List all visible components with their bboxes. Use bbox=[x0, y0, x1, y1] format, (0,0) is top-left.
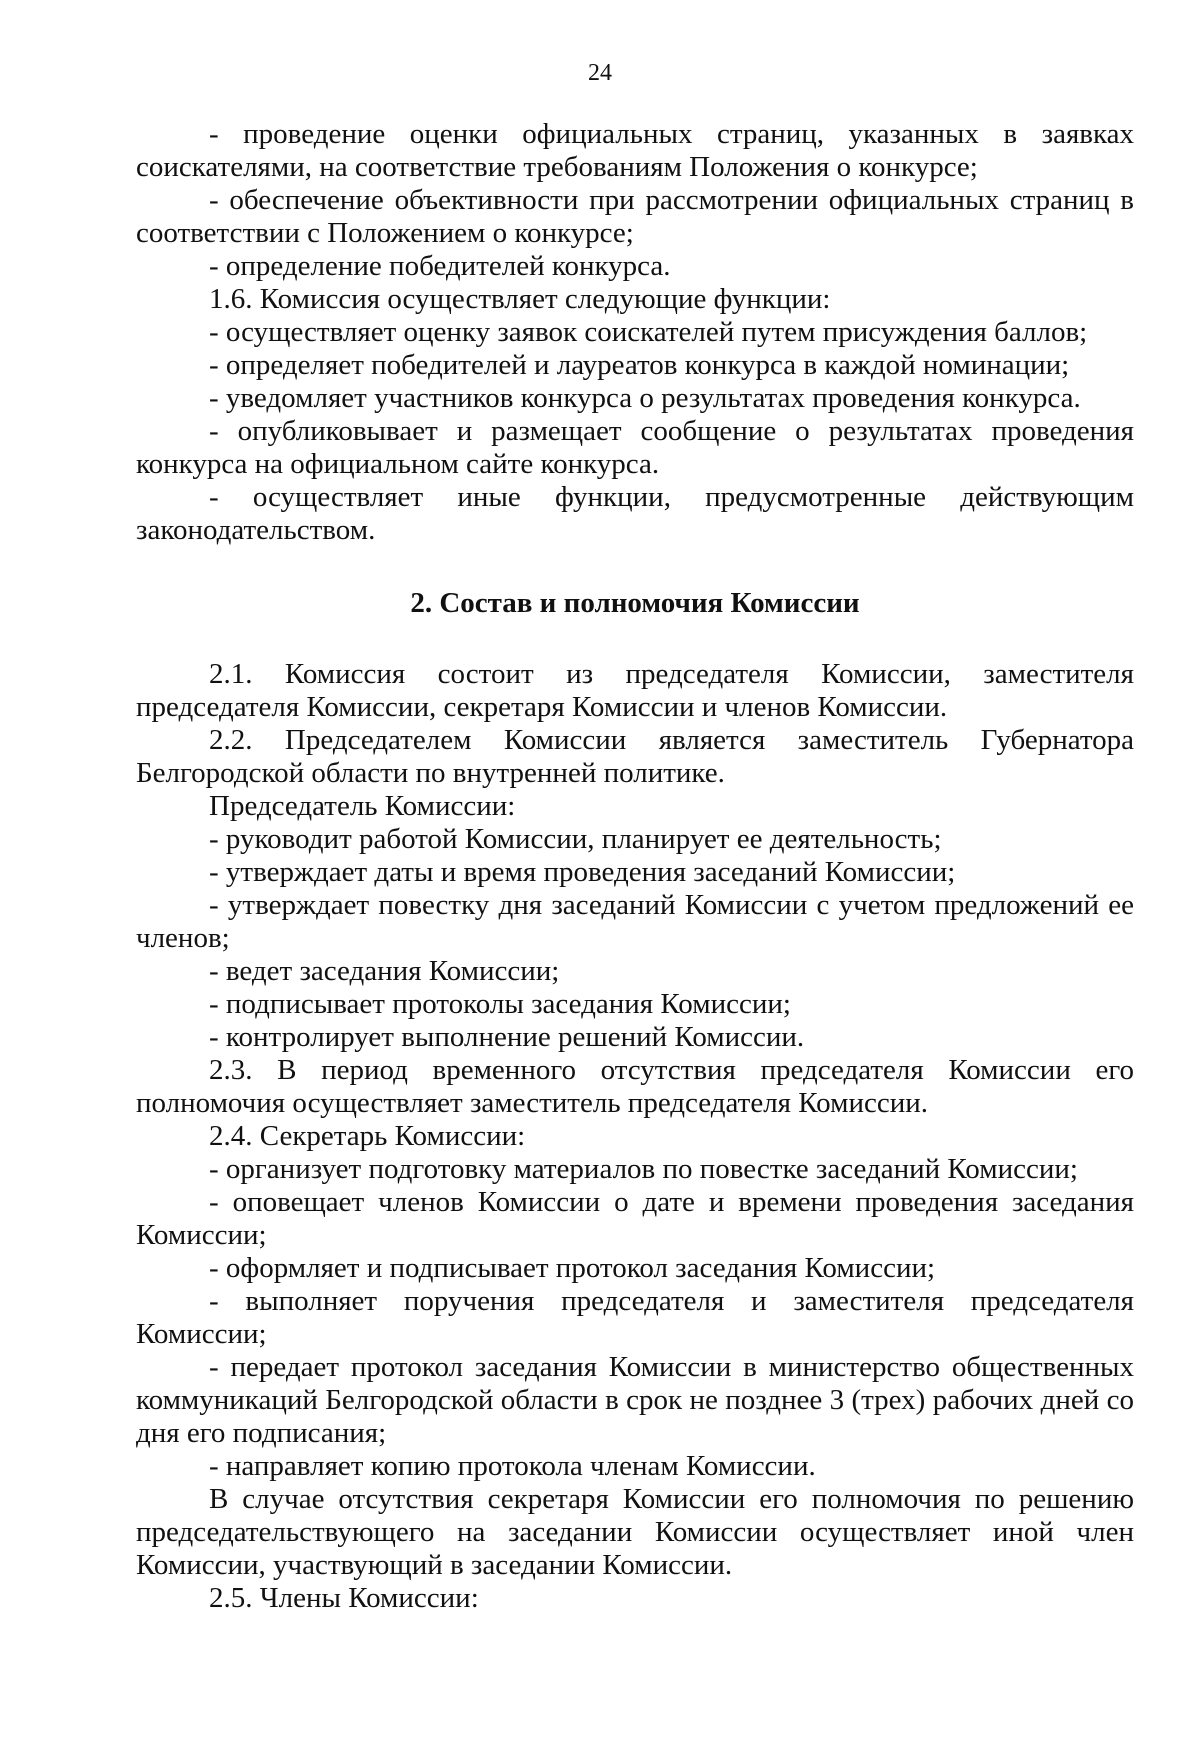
paragraph: 2.4. Секретарь Комиссии: bbox=[209, 1120, 526, 1152]
paragraph: - контролирует выполнение решений Комиссии. bbox=[209, 1021, 805, 1053]
paragraph: В случае отсутствия секретаря Комиссии его полномочия по решению председательствующего на заседании Комиссии осуществляет иной член Комиссии, участвующий в заседании Комиссии. bbox=[136, 1483, 1134, 1581]
paragraph: - обеспечение объективности при рассмотрении официальных страниц в соответствии с Положением о конкурсе; bbox=[136, 184, 1134, 249]
paragraph: - осуществляет оценку заявок соискателей путем присуждения баллов; bbox=[209, 316, 1088, 348]
paragraph: - утверждает даты и время проведения заседаний Комиссии; bbox=[209, 856, 956, 888]
paragraph: 2.2. Председателем Комиссии является заместитель Губернатора Белгородской области по внутренней политике. bbox=[136, 724, 1134, 789]
paragraph: 2.3. В период временного отсутствия председателя Комиссии его полномочия осуществляет заместитель председателя Комиссии. bbox=[136, 1054, 1134, 1119]
page-number: 24 bbox=[588, 60, 612, 86]
paragraph: - выполняет поручения председателя и заместителя председателя Комиссии; bbox=[136, 1285, 1134, 1350]
paragraph: - определяет победителей и лауреатов конкурса в каждой номинации; bbox=[209, 349, 1070, 381]
paragraph: - осуществляет иные функции, предусмотренные действующим законодательством. bbox=[136, 481, 1134, 546]
paragraph: - руководит работой Комиссии, планирует ее деятельность; bbox=[209, 823, 942, 855]
document-body bbox=[136, 118, 1134, 1615]
paragraph: - передает протокол заседания Комиссии в министерство общественных коммуникаций Белгородской области в срок не позднее 3 (трех) рабочих дней со дня его подписания; bbox=[136, 1351, 1134, 1449]
paragraph: - направляет копию протокола членам Комиссии. bbox=[209, 1450, 816, 1482]
paragraph: - оформляет и подписывает протокол заседания Комиссии; bbox=[209, 1252, 936, 1284]
section-heading: 2. Состав и полномочия Комиссии bbox=[410, 587, 860, 619]
paragraph: - проведение оценки официальных страниц, указанных в заявках соискателями, на соответствие требованиям Положения о конкурсе; bbox=[136, 118, 1134, 183]
paragraph: 2.5. Члены Комиссии: bbox=[209, 1582, 479, 1614]
paragraph: - определение победителей конкурса. bbox=[209, 250, 671, 282]
paragraph: - утверждает повестку дня заседаний Комиссии с учетом предложений ее членов; bbox=[136, 889, 1134, 954]
paragraph: - подписывает протоколы заседания Комиссии; bbox=[209, 988, 791, 1020]
paragraph: - ведет заседания Комиссии; bbox=[209, 955, 560, 987]
paragraph: - опубликовывает и размещает сообщение о результатах проведения конкурса на официальном сайте конкурса. bbox=[136, 415, 1134, 480]
paragraph: Председатель Комиссии: bbox=[209, 790, 516, 822]
paragraph: - уведомляет участников конкурса о результатах проведения конкурса. bbox=[209, 382, 1081, 414]
paragraph: 2.1. Комиссия состоит из председателя Комиссии, заместителя председателя Комиссии, секретаря Комиссии и членов Комиссии. bbox=[136, 658, 1134, 723]
paragraph: - оповещает членов Комиссии о дате и времени проведения заседания Комиссии; bbox=[136, 1186, 1134, 1251]
paragraph: 1.6. Комиссия осуществляет следующие функции: bbox=[209, 283, 831, 315]
paragraph: - организует подготовку материалов по повестке заседаний Комиссии; bbox=[209, 1153, 1078, 1185]
